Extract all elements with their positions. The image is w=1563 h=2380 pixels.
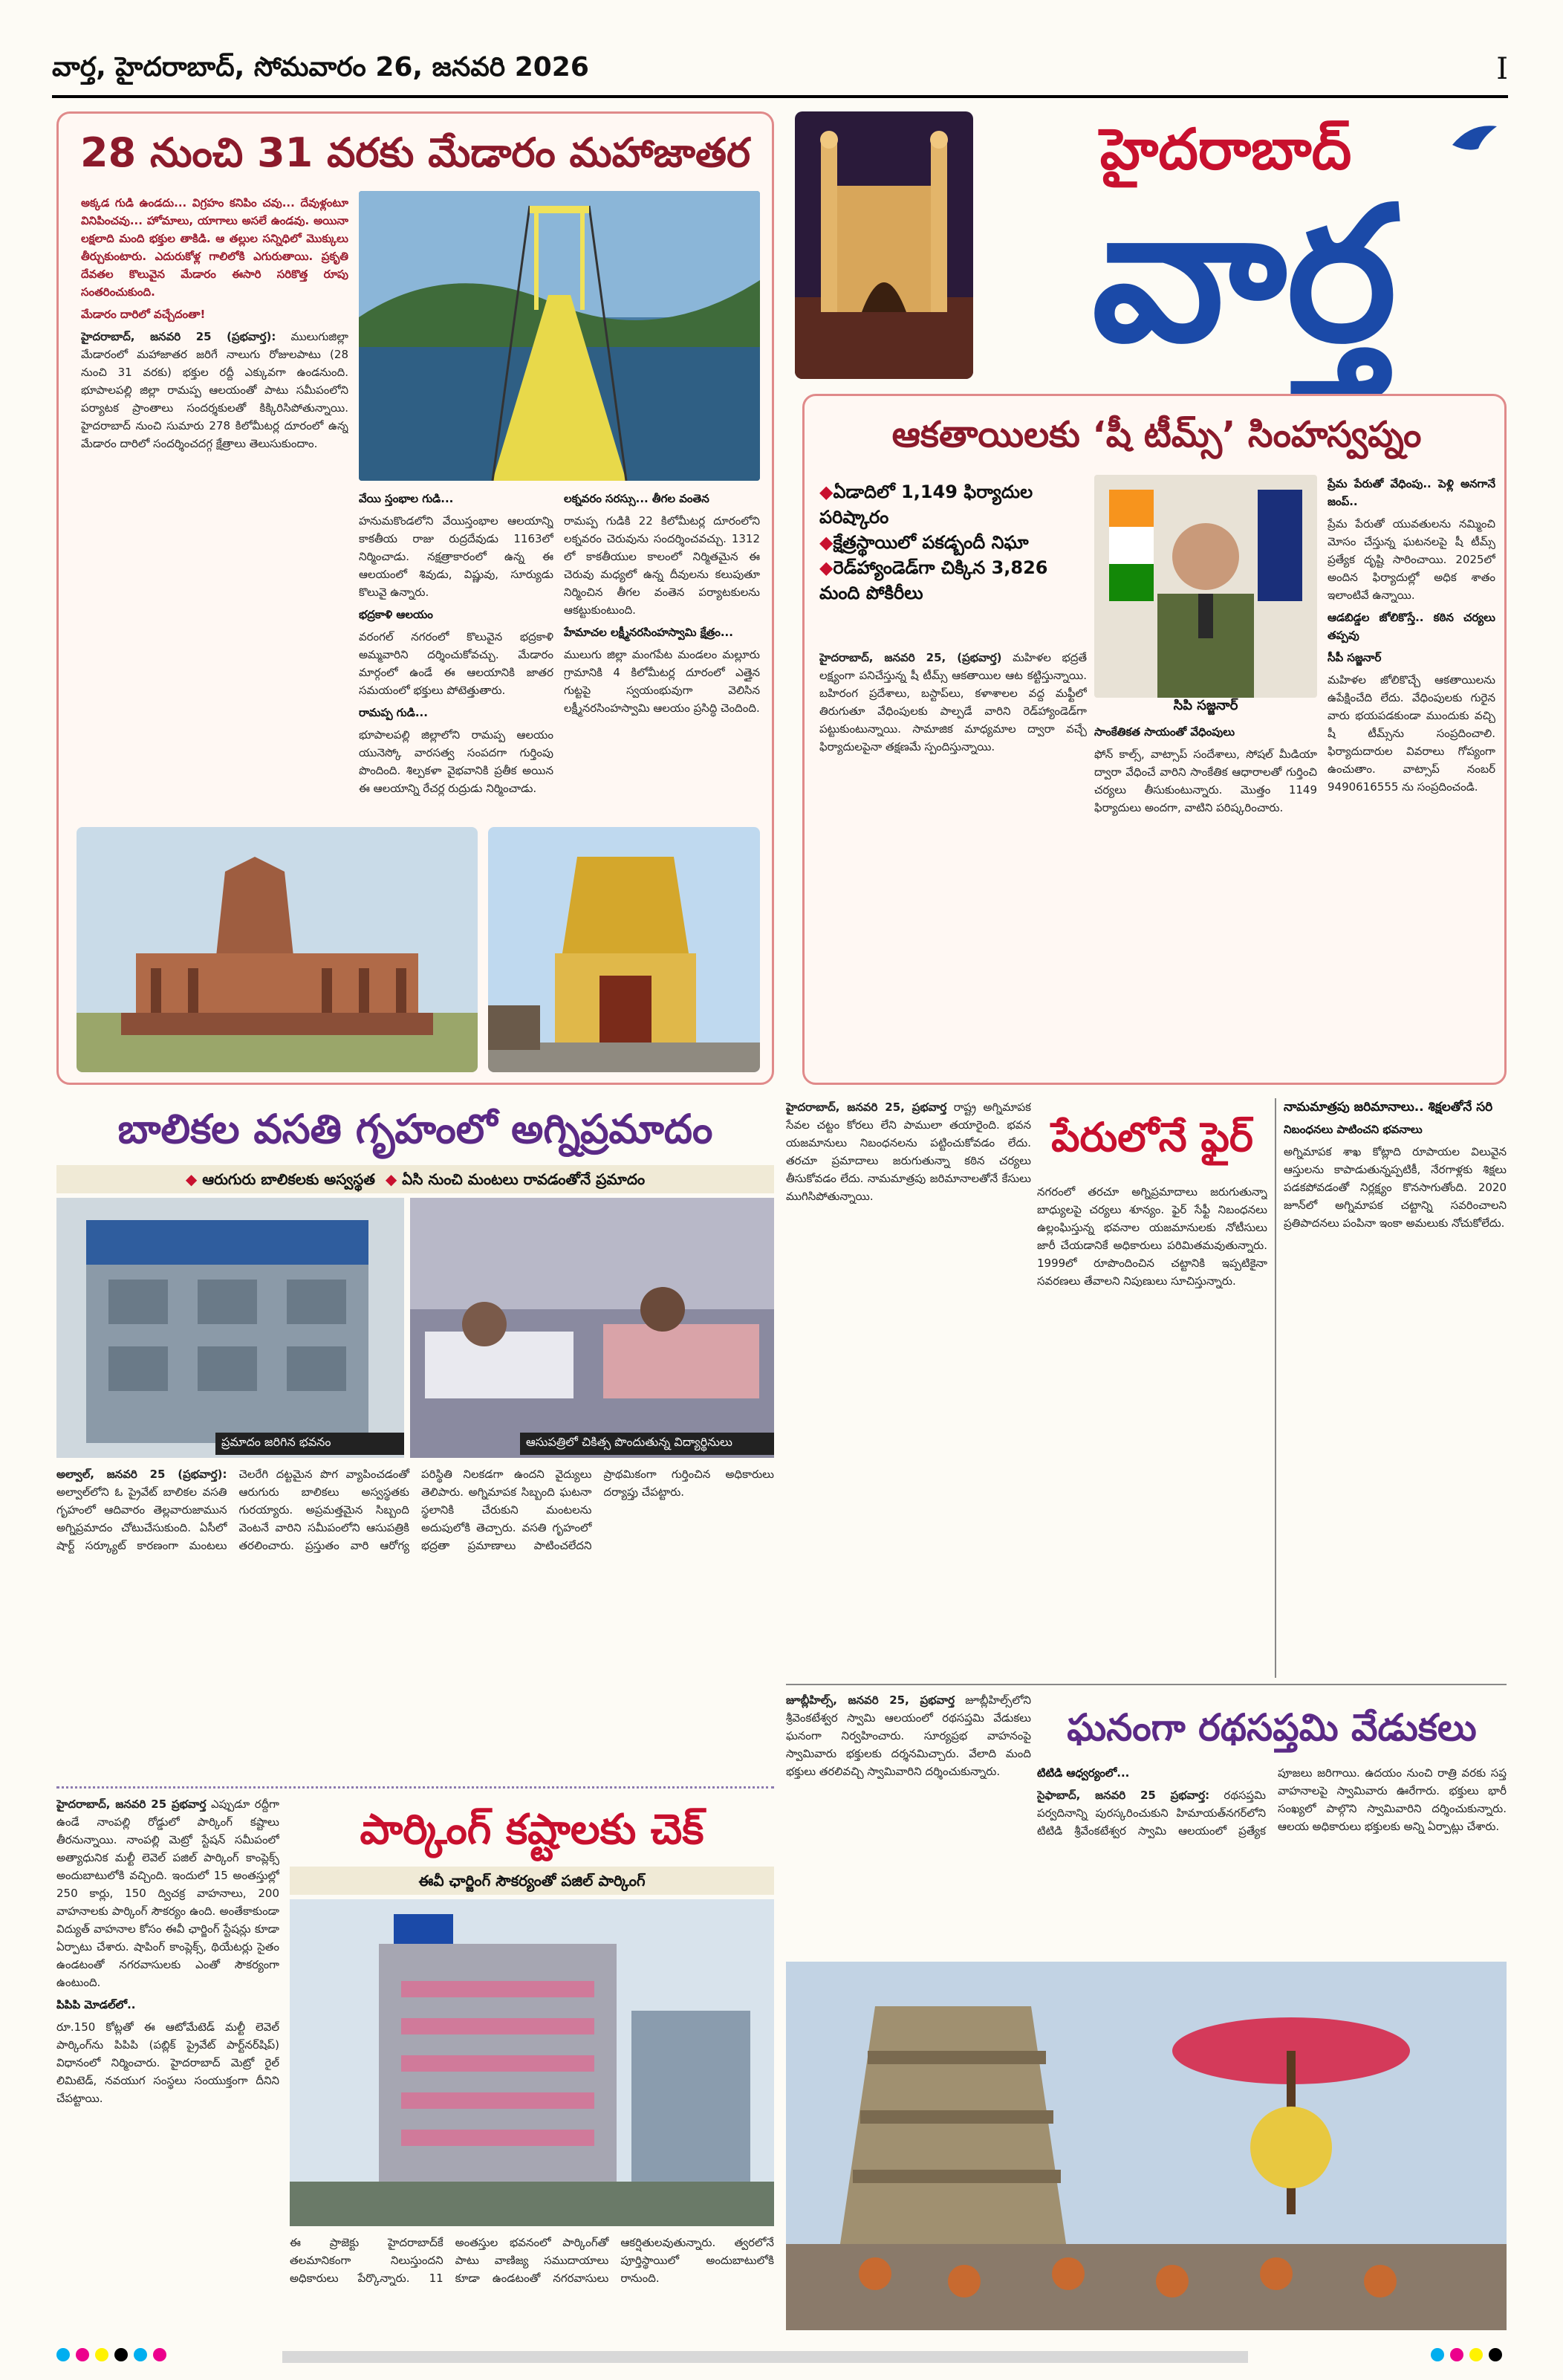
bridge-photo xyxy=(359,191,760,481)
fire-body-columns xyxy=(56,1465,774,1777)
page-number: I xyxy=(1496,52,1508,86)
medaram-article xyxy=(56,111,774,1085)
fire-body: అల్వాల్‌లోని ఓ ప్రైవేట్ బాలికల వసతి గృహంలో ఆదివారం తెల్లవారుజామున అగ్నిప్రమాదం చోటుచేసుకుంది. ఏసీలో షార్ట్ సర్క్యూట్ కారణంగా మంటలు చెలరేగి దట్టమైన పొగ వ్యాపించడంతో ఆరుగురు బాలికలు అస్వస్థతకు గురయ్యారు. అప్రమత్తమైన సిబ్బంది వెంటనే వారిని సమీపంలోని ఆసుపత్రికి తరలించారు. ప్రస్తుతం వారి ఆరోగ్య పరిస్థితి నిలకడగా ఉందని వైద్యులు తెలిపారు. అగ్నిమాపక సిబ్బంది ఘటనా స్థలానికి చేరుకుని మంటలను అదుపులోకి తెచ్చారు. వసతి గృహంలో భద్రతా ప్రమాణాలు పాటించలేదని ప్రాథమికంగా గుర్తించిన అధికారులు దర్యాప్తు చేపట్టారు. xyxy=(56,1468,774,1552)
medaram-body-4: వరంగల్ నగరంలో కొలువైన భద్రకాళి అమ్మవారిని దర్శించుకోవచ్చు. మేడారం మార్గంలో ఉండే ఈ ఆలయానికి జాతర సమయంలో భక్తులు పోటెత్తుతారు. xyxy=(359,630,553,697)
top-rule xyxy=(52,95,1508,98)
parking-body-2-columns xyxy=(290,2234,774,2330)
medaram-body-5: ములుగు జిల్లా మంగపేట మండలం మల్లూరు గ్రామానికి 4 కిలోమీటర్ల దూరంలో ఎత్తైన గుట్టపై స్వయంభువుగా వెలిసిన లక్ష్మీనరసింహస్వామి ఆలయం ప్రసిద్ధి చెందింది. xyxy=(564,648,760,715)
parking-col-1 xyxy=(56,1795,279,2330)
peru-body-2: నగరంలో తరచూ అగ్నిప్రమాదాలు జరుగుతున్నా బాధ్యులపై చర్యలు శూన్యం. ఫైర్ సేఫ్టీ నిబంధనలు ఉల్లంఘిస్తున్న భవనాల యజమానులకు నోటీసులు జారీ చేయడానికే అధికారులు పరిమితమవుతున్నారు. 1999లో రూపొందించిన చట్టానికి ఇప్పటికైనా సవరణలు తేవాలని నిపుణులు సూచిస్తున్నారు. xyxy=(1037,1185,1267,1288)
fire-strip-2: ఏసి నుంచి మంటలు రావడంతోనే ప్రమాదం xyxy=(402,1170,646,1188)
sheteams-quote-head: ఆడబిడ్డల జోలికొస్తే.. కఠిన చర్యలు తప్పవు xyxy=(1328,611,1495,642)
fire-cap-2: ఆసుపత్రిలో చికిత్స పొందుతున్న విద్యార్థినులు xyxy=(520,1433,774,1455)
hospital-photo xyxy=(410,1198,774,1458)
rath-col-1 xyxy=(786,1691,1031,1951)
medaram-headline: 28 నుంచి 31 వరకు మేడారం మహాజాతర xyxy=(80,129,750,176)
medaram-intro: అక్కడ గుడి ఉండదు... విగ్రహం కనిపిం చవు... దేవుళ్లంటూ వినిపించవు... హోమాలు, యాగాలు అసలే ఉండవు. అయినా లక్షలాది మంది భక్తుల తాకిడి. ఆ తల్లుల సన్నిధిలో మొక్కులు తీర్చుకుంటారు. ఎదురుకోళ్ల గాలిలోకి ఎగురుతాయి. ప్రకృతి దేవతల కొలువైన మేడారం ఈసారి సరికొత్త రూపు సంతరించుకుంది. xyxy=(81,196,348,299)
print-color-marks xyxy=(56,2348,279,2366)
rath-headline: ఘనంగా రథసప్తమి వేడుకలు xyxy=(1067,1706,1477,1749)
rath-procession-photo xyxy=(786,1962,1507,2330)
masthead xyxy=(52,52,1508,94)
sheteams-body-1: మహిళల భద్రతే లక్ష్యంగా పనిచేస్తున్న షీ టీమ్స్ ఆకతాయిల ఆట కట్టిస్తున్నాయి. బహిరంగ ప్రదేశాలు, బస్టాప్‌లు, కళాశాలల వద్ద మఫ్టీలో తిరుగుతూ వేధింపులకు పాల్పడే వారిని రెడ్‌హ్యాండెడ్‌గా పట్టుకుంటున్నాయి. సామాజిక మాధ్యమాల ద్వారా వచ్చే ఫిర్యాదులపైనా తక్షణమే స్పందిస్తున్నాయి. xyxy=(819,651,1087,753)
medaram-sub-4: హేమాచల లక్ష్మీనరసింహస్వామి క్షేత్రం... xyxy=(564,626,733,639)
fire-strip: ◆ ఆరుగురు బాలికలకు అస్వస్థత ◆ ఏసి నుంచి మంటలు రావడంతోనే ప్రమాదం xyxy=(56,1165,774,1193)
sheteams-bullet-2: ◆ క్షేత్రస్థాయిలో పకడ్బందీ నిఘా xyxy=(819,530,1087,555)
parking-headline: పార్కింగ్ కష్టాలకు చెక్ xyxy=(360,1806,704,1854)
rath-top-rule xyxy=(786,1684,1507,1685)
sheteams-col-2 xyxy=(1094,723,1317,1072)
peru-sidebar-head: నామమాత్రపు జరిమానాలు.. శిక్షలతోనే సరి xyxy=(1284,1100,1493,1115)
sheteams-body-2: ఫోన్ కాల్స్, వాట్సాప్ సందేశాలు, సోషల్ మీడియా ద్వారా వేధించే వారిని సాంకేతిక ఆధారాలతో గుర్తించి చర్యలు తీసుకుంటున్నారు. మొత్తం 1149 ఫిర్యాదులు అందగా, వాటిని పరిష్కరించారు. xyxy=(1094,748,1317,814)
peru-divider xyxy=(1275,1098,1276,1678)
medaram-sub-2: వేయి స్తంభాల గుడి... xyxy=(359,492,454,505)
fire-building-photo xyxy=(56,1198,404,1458)
peru-body-3: అగ్నిమాపక శాఖ కోట్లాది రూపాయల విలువైన ఆస్తులను కాపాడుతున్నప్పటికీ, నేరగాళ్లకు శిక్షలు పడకపోవడంతో నిర్లక్ష్యం కొనసాగుతోంది. 2020 జూన్‌లో అగ్నిమాపక చట్టాన్ని సవరించాలని ప్రతిపాదనలు పంపినా ఇంకా అమలుకు నోచుకోలేదు. xyxy=(1284,1145,1507,1230)
peru-col-1 xyxy=(786,1098,1031,1678)
medaram-col-3 xyxy=(564,490,760,809)
rath-dateline: జూబ్లీహిల్స్, జనవరి 25, ప్రభవార్త xyxy=(786,1693,955,1707)
golden-temple-photo xyxy=(488,827,760,1072)
rath-body: జూబ్లీహిల్స్‌లోని శ్రీవెంకటేశ్వర స్వామి ఆలయంలో రథసప్తమి వేడుకలు ఘనంగా నిర్వహించారు. సూర్యప్రభ వాహనంపై స్వామివారు భక్తులకు దర్శనమిచ్చారు. వేలాది మంది భక్తులు తరలివచ్చి స్వామివారిని దర్శించుకున్నారు. xyxy=(786,1693,1031,1778)
fire-dotted-rule xyxy=(56,1786,774,1789)
dove-logo-icon xyxy=(1449,119,1501,163)
medaram-dateline: హైదరాబాద్, జనవరి 25 (ప్రభవార్త): xyxy=(81,330,276,343)
cp-sajjanar-photo xyxy=(1094,475,1317,698)
sheteams-body-4: మహిళల జోలికొచ్చే ఆకతాయిలను ఉపేక్షించేది లేదు. వేధింపులకు గురైన వారు భయపడకుండా ముందుకు వచ్చి షీ టీమ్స్‌ను సంప్రదించాలి. ఫిర్యాదుదారుల వివరాలు గోప్యంగా ఉంచుతాం. వాట్సాప్ నంబర్ 9490616555 ను సంప్రదించండి. xyxy=(1328,673,1495,794)
parking-dateline: హైదరాబాద్, జనవరి 25 ప్రభవార్త xyxy=(56,1797,207,1811)
medaram-sub-1: లక్నవరం సరస్సు... తీగల వంతెన xyxy=(564,492,709,505)
parking-strip: ఈవీ ఛార్జింగ్ సౌకర్యంతో పజిల్ పార్కింగ్ xyxy=(290,1867,774,1895)
sheteams-bullet-1: ◆ ఏడాదిలో 1,149 ఫిర్యాదుల పరిష్కారం xyxy=(819,479,1087,530)
medaram-intro-column xyxy=(81,194,348,669)
medaram-sub-5: రామప్ప గుడి... xyxy=(359,706,428,719)
sheteams-article xyxy=(802,394,1507,1085)
fire-headline: బాలికల వసతి గృహంలో అగ్నిప్రమాదం xyxy=(117,1106,713,1152)
print-gray-bar xyxy=(282,2351,1248,2363)
sheteams-quote-by: సీపీ సజ్జనార్ xyxy=(1328,651,1382,664)
brand-title: వార్త xyxy=(1091,166,1397,383)
peru-dateline: హైదరాబాద్, జనవరి 25, ప్రభవార్త xyxy=(786,1100,947,1114)
fire-strip-1: ఆరుగురు బాలికలకు అస్వస్థత xyxy=(202,1170,375,1188)
fire-dateline: అల్వాల్, జనవరి 25 (ప్రభవార్త): xyxy=(56,1468,227,1481)
fire-cap-1: ప్రమాదం జరిగిన భవనం xyxy=(215,1433,404,1455)
sheteams-dateline: హైదరాబాద్, జనవరి 25, (ప్రభవార్త) xyxy=(819,651,1002,664)
sheteams-bullet-3: ◆ రెడ్‌హ్యాండెడ్‌గా చిక్కిన 3,826 మంది పోకిరీలు xyxy=(819,555,1087,606)
cp-photo-caption: సిపి సజ్జనార్ xyxy=(1173,698,1238,713)
parking-body: ఎప్పుడూ రద్దీగా ఉండే నాంపల్లి రోడ్డులో పార్కింగ్ కష్టాలు తీరనున్నాయి. నాంపల్లి మెట్రో స్టేషన్ సమీపంలో అత్యాధునిక మల్టీ లెవెల్ పజిల్ పార్కింగ్ కాంప్లెక్స్ అందుబాటులోకి వచ్చింది. ఇందులో 15 అంతస్తుల్లో 250 కార్లు, 150 ద్విచక్ర వాహనాలు, 200 వాహనాలకు పార్కింగ్ సౌకర్యం ఉంది. అంతేకాకుండా విద్యుత్ వాహనాల కోసం ఈవీ ఛార్జింగ్ స్టేషన్లు కూడా ఏర్పాటు చేశారు. షాపింగ్ కాంప్లెక్స్, థియేటర్లు సైతం ఉండటంతో నగరవాసులకు ఎంతో సౌకర్యంగా ఉంటుంది. xyxy=(56,1797,279,1989)
medaram-body-1: ములుగుజిల్లా మేడారంలో మహాజాతర జరిగే నాలుగు రోజులపాటు (28 నుంచి 31 వరకు) భక్తుల రద్దీ ఎక్కువగా ఉండనుంది. భూపాలపల్లి జిల్లా రామప్ప ఆలయంతో పాటు సమీపంలోని పర్యాటక ప్రాంతాలు సందర్శకులతో కిక్కిరిసిపోతున్నాయి. హైదరాబాద్ నుంచి సుమారు 278 కిలోమీటర్ల దూరంలో ఉన్న మేడారం దారిలో సందర్శించదగ్గ క్షేత్రాలు తెలుసుకుందాం. xyxy=(81,330,348,450)
sheteams-bullets xyxy=(819,479,1087,635)
parking-body-2: ఈ ప్రాజెక్టు హైదరాబాద్‌కే తలమానికంగా నిలుస్తుందని అధికారులు పేర్కొన్నారు. 11 అంతస్తుల భవనంలో పార్కింగ్‌తో పాటు వాణిజ్య సముదాయాలు కూడా ఉండటంతో నగరవాసులు ఆకర్షితులవుతున్నారు. త్వరలోనే పూర్తిస్థాయిలో అందుబాటులోకి రానుంది. xyxy=(290,2236,774,2285)
medaram-body-6: భూపాలపల్లి జిల్లాలోని రామప్ప ఆలయం యునెస్కో వారసత్వ సంపదగా గుర్తింపు పొందింది. శిల్పకళా వైభవానికి ప్రతీక అయిన ఈ ఆలయాన్ని రేచర్ల రుద్రుడు నిర్మించాడు. xyxy=(359,728,553,795)
sheteams-col-1 xyxy=(819,649,1087,1072)
parking-sub: పిపిపి మోడల్‌లో.. xyxy=(56,1998,136,2011)
rath-side-head: టిటిడి ఆధ్వర్యంలో... xyxy=(1037,1766,1130,1780)
parking-footnote: రూ.150 కోట్లతో ఈ ఆటోమేటెడ్ మల్టీ లెవెల్ పార్కింగ్‌ను పిపిపి (పబ్లిక్ ప్రైవేట్ పార్ట్‌నర్‌షిప్) విధానంలో నిర్మించారు. హైదరాబాద్ మెట్రో రైల్ లిమిటెడ్, నవయుగ సంస్థలు సంయుక్తంగా దీనిని చేపట్టాయి. xyxy=(56,2020,279,2105)
parking-building-photo xyxy=(290,1899,774,2226)
ramappa-temple-photo xyxy=(77,827,478,1072)
sheteams-body-3: ప్రేమ పేరుతో యువతులను నమ్మించి మోసం చేస్తున్న ఘటనలపై షీ టీమ్స్ ప్రత్యేక దృష్టి సారించాయి. 2025లో అందిన ఫిర్యాదుల్లో అధిక శాతం ఇలాంటివే ఉన్నాయి. xyxy=(1328,517,1495,602)
medaram-intro-2: మేడారం దారిలో వచ్చేదంతా! xyxy=(81,308,206,321)
peru-body-1: రాష్ట్ర అగ్నిమాపక సేవల చట్టం కోరలు లేని పాములా తయారైంది. భవన యజమానులు నిబంధనలను పట్టించుకోవడం లేదు. తరచూ ప్రమాదాలు జరుగుతున్నా కఠిన చర్యలు తీసుకోవడం లేదు. నామమాత్రపు జరిమానాలతోనే కేసులు ముగిసిపోతున్నాయి. xyxy=(786,1100,1031,1203)
peru-sidebar xyxy=(1284,1098,1507,1678)
print-color-marks-right xyxy=(1285,2348,1508,2366)
medaram-body-2: రామప్ప గుడికి 22 కిలోమీటర్ల దూరంలోని లక్నవరం చెరువును సందర్శించవచ్చు. 1312 లో కాకతీయుల కాలంలో నిర్మితమైన ఈ చెరువు మధ్యలో ఉన్న దీవులను కలుపుతూ నిర్మించిన తీగల వంతెన పర్యాటకులను ఆకట్టుకుంటుంది. xyxy=(564,514,760,617)
sheteams-col-3 xyxy=(1328,475,1495,1074)
peru-sub-1: నిబంధనలు పాటించని భవనాలు xyxy=(1284,1123,1423,1136)
brand-block xyxy=(795,111,1508,383)
medaram-sub-3: భద్రకాళి ఆలయం xyxy=(359,608,433,621)
sheteams-sub-1: సాంకేతికత సాయంతో వేధింపులు xyxy=(1094,725,1235,739)
peru-headline: పేరులోనే ఫైర్ xyxy=(1051,1114,1253,1161)
rath-body-2: రథసప్తమి పర్వదినాన్ని పురస్కరించుకుని హిమాయత్‌నగర్‌లోని టిటిడి శ్రీవేంకటేశ్వర స్వామి ఆలయంలో ప్రత్యేక పూజలు జరిగాయి. ఉదయం నుంచి రాత్రి వరకు సప్త వాహనాలపై స్వామివారు ఊరేగారు. భక్తులు భారీ సంఖ్యలో పాల్గొని స్వామివారిని దర్శించుకున్నారు. ఆలయ అధికారులు భక్తులకు అన్ని ఏర్పాట్లు చేశారు. xyxy=(1037,1766,1507,1838)
peru-col-2 xyxy=(1037,1183,1267,1678)
rath-dateline-2: సైఫాబాద్, జనవరి 25 ప్రభవార్త: xyxy=(1037,1789,1210,1802)
sheteams-sub-2: ప్రేమ పేరుతో వేధింపు.. పెళ్లి అనగానే జంప్.. xyxy=(1328,477,1495,508)
medaram-col-2 xyxy=(359,490,553,809)
brand-city: హైదరాబాద్ xyxy=(1099,116,1352,182)
masthead-dateline: వార్త, హైదరాబాద్, సోమవారం 26, జనవరి 2026 xyxy=(52,52,589,82)
medaram-body-3: హనుమకొండలోని వేయిస్తంభాల ఆలయాన్ని కాకతీయ రాజు రుద్రదేవుడు 1163లో నిర్మించాడు. నక్షత్రాకారంలో ఉన్న ఈ ఆలయంలో శివుడు, విష్ణువు, సూర్యుడు కొలువై ఉన్నారు. xyxy=(359,514,553,599)
charminar-photo xyxy=(795,111,973,379)
rath-columns xyxy=(1037,1764,1507,1951)
sheteams-headline: ఆకతాయిలకు ‘షీ టీమ్స్’ సింహస్వప్నం xyxy=(891,414,1422,455)
